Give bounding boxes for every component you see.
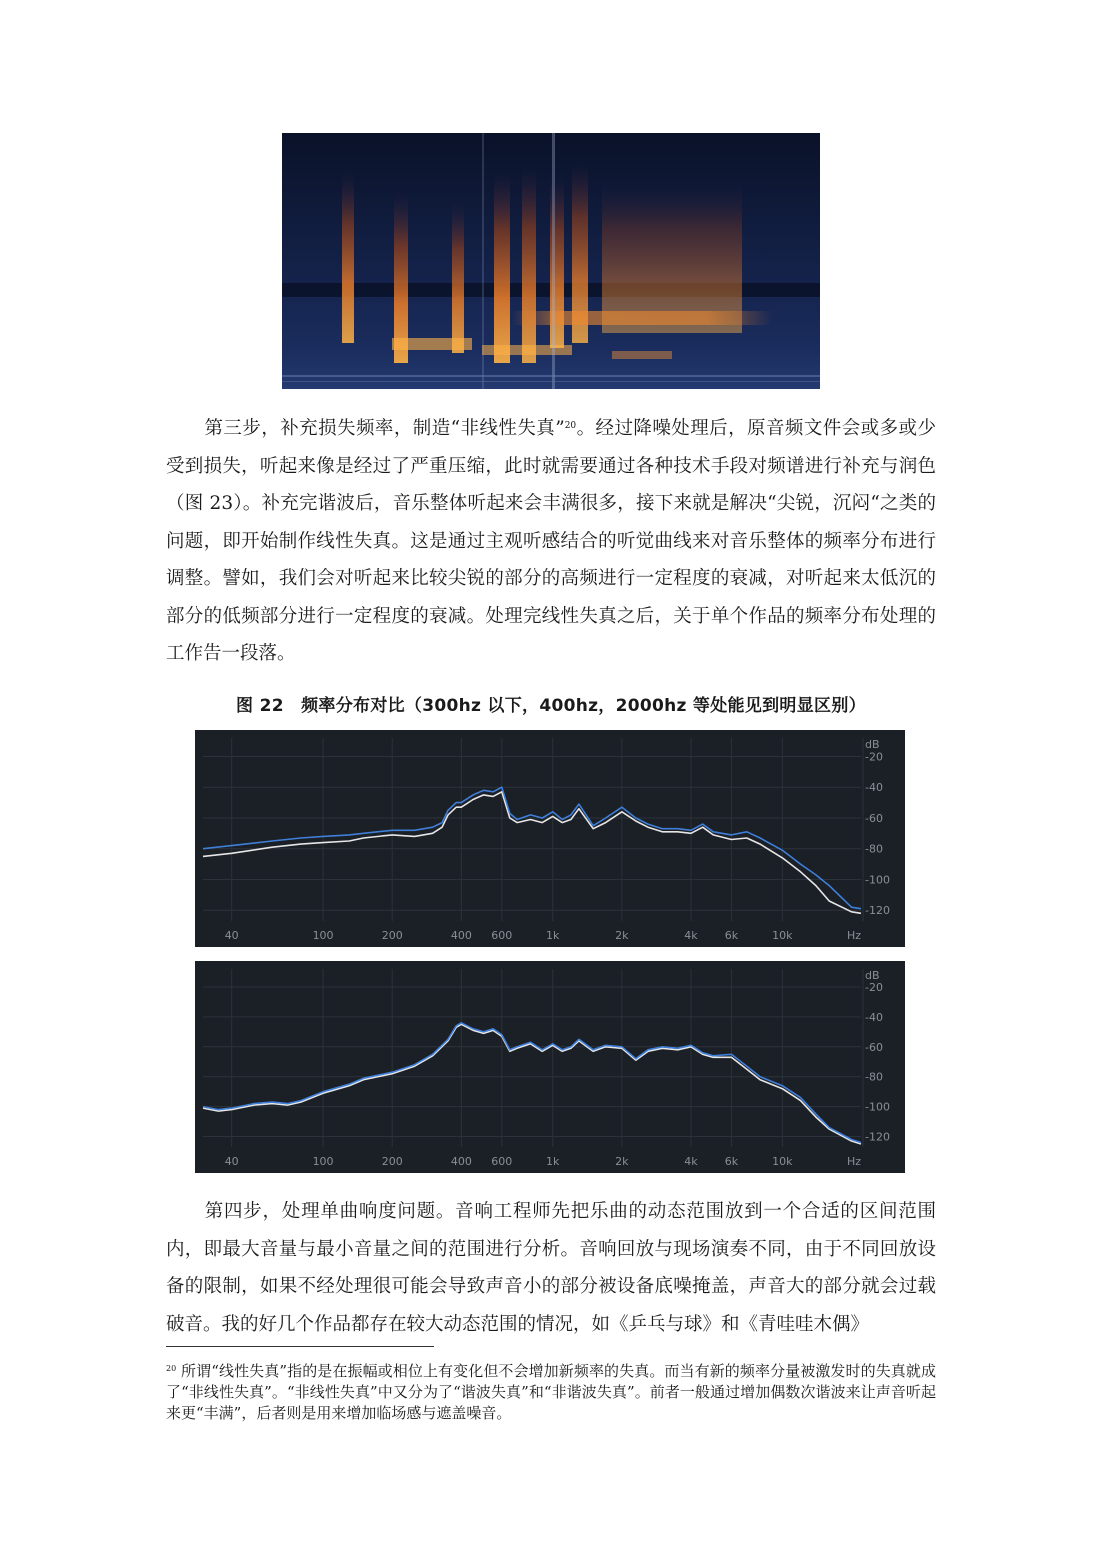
x-tick-label: 40 bbox=[224, 1155, 239, 1168]
x-tick-label: 200 bbox=[381, 1155, 403, 1168]
y-tick-label: -80 bbox=[865, 1070, 883, 1084]
y-tick-label: -60 bbox=[865, 1040, 883, 1054]
y-tick-label: -120 bbox=[865, 1130, 890, 1144]
y-tick-label: -100 bbox=[865, 1100, 890, 1114]
y-unit-label: dB bbox=[865, 969, 880, 982]
x-tick-label: 2k bbox=[615, 929, 629, 942]
footnote-divider bbox=[166, 1346, 434, 1347]
x-tick-label: 600 bbox=[491, 929, 513, 942]
x-tick-label: 200 bbox=[381, 929, 403, 942]
y-tick-label: -40 bbox=[865, 1010, 883, 1024]
x-tick-label: Hz bbox=[846, 929, 861, 942]
x-tick-label: 6k bbox=[724, 1155, 739, 1168]
paragraph-step4-text: 第四步，处理单曲响度问题。音响工程师先把乐曲的动态范围放到一个合适的区间范围内，即最大音量与最小音量之间的范围进行分析。音响回放与现场演奏不同，由于不同回放设备的限制，如果不经处理很可能会导致声音小的部分被设备底噪掩盖，声音大的部分就会过载破音。我的好几个作品都存在较大动态范围的情况，如《乒乓与球》和《青哇哇木偶》 bbox=[166, 1201, 936, 1335]
x-tick-label: 400 bbox=[450, 1155, 472, 1168]
footnote-ref[interactable]: 20 bbox=[564, 421, 577, 431]
spectrogram-image bbox=[282, 133, 820, 389]
paragraph-step4 bbox=[166, 1193, 936, 1343]
figure-caption: 图 22 频率分布对比（300hz 以下，400hz，2000hz 等处能见到明显区别） bbox=[236, 696, 866, 716]
x-tick-label: 4k bbox=[684, 929, 698, 942]
frequency-chart-1-svg bbox=[195, 730, 905, 947]
spectrogram-svg bbox=[282, 133, 820, 389]
y-tick-label: -20 bbox=[865, 750, 883, 764]
x-tick-label: 40 bbox=[224, 929, 239, 942]
x-tick-label: 1k bbox=[546, 1155, 560, 1168]
chart-background bbox=[195, 961, 905, 1173]
frequency-chart-2-svg bbox=[195, 961, 905, 1173]
footnote-text: 所谓“线性失真”指的是在振幅或相位上有变化但不会增加新频率的失真。而当有新的频率分量被激发时的失真就成了“非线性失真”。“非线性失真”中又分为了“谐波失真”和“非谐波失真”。前者一般通过增加偶数次谐波来让声音听起来更“丰满”，后者则是用来增加临场感与遮盖噪音。 bbox=[166, 1362, 936, 1422]
y-unit-label: dB bbox=[865, 738, 880, 751]
x-tick-label: 600 bbox=[491, 1155, 513, 1168]
paragraph-step3-text: 第三步，补充损失频率，制造“非线性失真” bbox=[204, 418, 565, 439]
frequency-chart-2 bbox=[195, 961, 905, 1173]
y-tick-label: -100 bbox=[865, 873, 890, 887]
x-tick-label: 100 bbox=[312, 1155, 334, 1168]
y-tick-label: -60 bbox=[865, 811, 883, 825]
x-tick-label: 400 bbox=[450, 929, 472, 942]
y-tick-label: -80 bbox=[865, 842, 883, 856]
y-tick-label: -40 bbox=[865, 781, 883, 795]
paragraph-step3-rest: 。经过降噪处理后，原音频文件会或多或少受到损失，听起来像是经过了严重压缩，此时就需要通过各种技术手段对频谱进行补充与润色（图 23）。补充完谐波后，音乐整体听起来会丰满很多，接下来就是解决“尖锐，沉闷“之类的问题，即开始制作线性失真。这是通过主观听感结合的听觉曲线来对音乐整体的频率分布进行调整。譬如，我们会对听起来比较尖锐的部分的高频进行一定程度的衰减，对听起来太低沉的部分的低频部分进行一定程度的衰减。处理完线性失真之后，关于单个作品的频率分布处理的工作告一段落。 bbox=[166, 418, 936, 664]
x-tick-label: 10k bbox=[772, 1155, 793, 1168]
x-tick-label: 10k bbox=[772, 929, 793, 942]
paragraph-step3 bbox=[166, 408, 936, 673]
x-tick-label: 1k bbox=[546, 929, 560, 942]
x-tick-label: Hz bbox=[846, 1155, 861, 1168]
y-tick-label: -120 bbox=[865, 904, 890, 918]
y-tick-label: -20 bbox=[865, 980, 883, 994]
x-tick-label: 100 bbox=[312, 929, 334, 942]
x-tick-label: 6k bbox=[724, 929, 739, 942]
footnote-mark: 20 bbox=[166, 1364, 177, 1373]
x-tick-label: 2k bbox=[615, 1155, 629, 1168]
x-tick-label: 4k bbox=[684, 1155, 698, 1168]
footnote bbox=[166, 1358, 936, 1424]
frequency-chart-1 bbox=[195, 730, 905, 947]
